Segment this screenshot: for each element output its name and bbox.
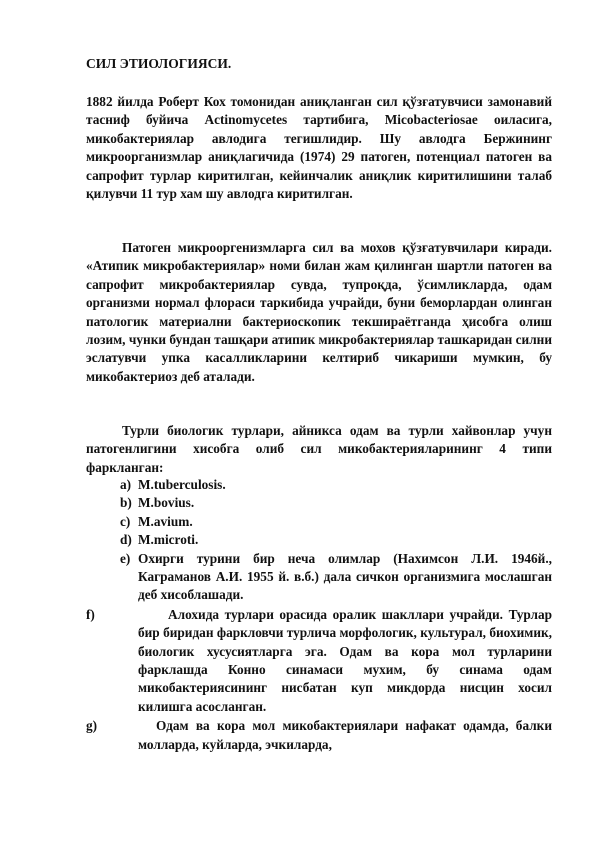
paragraph-intro: 1882 йилда Роберт Кох томонидан аниқланган сил қўзғатувчиси замонавий тасниф буйича Actinomycetes тартибига, Micobacteriosae оиласига, микобактериялар авлодига тегишлидир. Шу авлодга Бержининг микроорганизмлар аниқлагичида (1974) 29 патоген, потенциал патоген ва сапрофит турлар киритилган, кейинчалик аниқлик киритилишини талаб қилувчи 11 тур хам шу авлодга киритилган.	[86, 94, 552, 202]
list-item-text: Одам ва кора мол микобактериялари нафакат одамда, балки молларда, куйларда, эчкиларда,	[138, 718, 552, 752]
paragraph-types: Турли биологик турлари, айникса одам ва турли хайвонлар учун патогенлигини хисобга олиб сил микобактерияларининг 4 типи фаркланган:	[86, 423, 552, 475]
list-item	[86, 531, 552, 549]
list-item-text: M.microti.	[138, 532, 199, 548]
list-item	[86, 717, 552, 754]
list-item-text: Алохида турлари орасида оралик шакллари учрайди. Турлар бир биридан фаркловчи турлича морфологик, культурал, биохимик, биологик хусусиятларга эга. Одам ва кора мол турларини фарклашда Конно синамаси мухим, бу синама одам микобактериясининг нисбатан куп микдорда нисцин хосил килишга асосланган.	[138, 606, 552, 714]
list-marker: f)	[86, 606, 95, 622]
list-marker: c)	[120, 513, 131, 529]
list-item	[86, 476, 552, 494]
list-item	[86, 494, 552, 512]
paragraph-pathogens: Патоген микрооргенизмларга сил ва мохов қўзғатувчилари киради. «Атипик микробактериялар» номи билан жам қилинган шартли патоген ва сапрофит микробактериялар сувда, тупроқда, ўсимликларда, одам организми нормал флораси таркибида учрайди, буни беморлардан олинган патологик материални бактериоскопик текшираётганда ҳисобга олиш лозим, чунки бундан ташқари атипик микробактериялар ташкаридан силни эслатувчи упка касалликларини келтириб чикариши мумкин, бу микобактериоз деб аталади.	[86, 240, 552, 384]
list-item-text: M.tuberculosis.	[138, 477, 226, 492]
list-marker: b)	[120, 495, 132, 511]
types-list	[86, 476, 552, 754]
list-marker: g)	[86, 718, 98, 734]
list-marker: d)	[120, 532, 132, 548]
list-item	[86, 550, 552, 605]
list-item	[86, 606, 552, 716]
document-title: СИЛ ЭТИОЛОГИЯСИ.	[86, 56, 232, 71]
list-marker: a)	[120, 477, 132, 492]
list-item	[86, 513, 552, 531]
list-item-text: Охирги турини бир неча олимлар (Нахимсон Л.И. 1946й., Каграманов А.И. 1955 й. в.б.) дала сичкон организмига мослашган деб хисоблашади.	[138, 550, 552, 603]
list-item-text: M.bovius.	[138, 495, 195, 511]
list-item-text: M.avium.	[138, 513, 193, 529]
list-marker: e)	[120, 550, 131, 566]
